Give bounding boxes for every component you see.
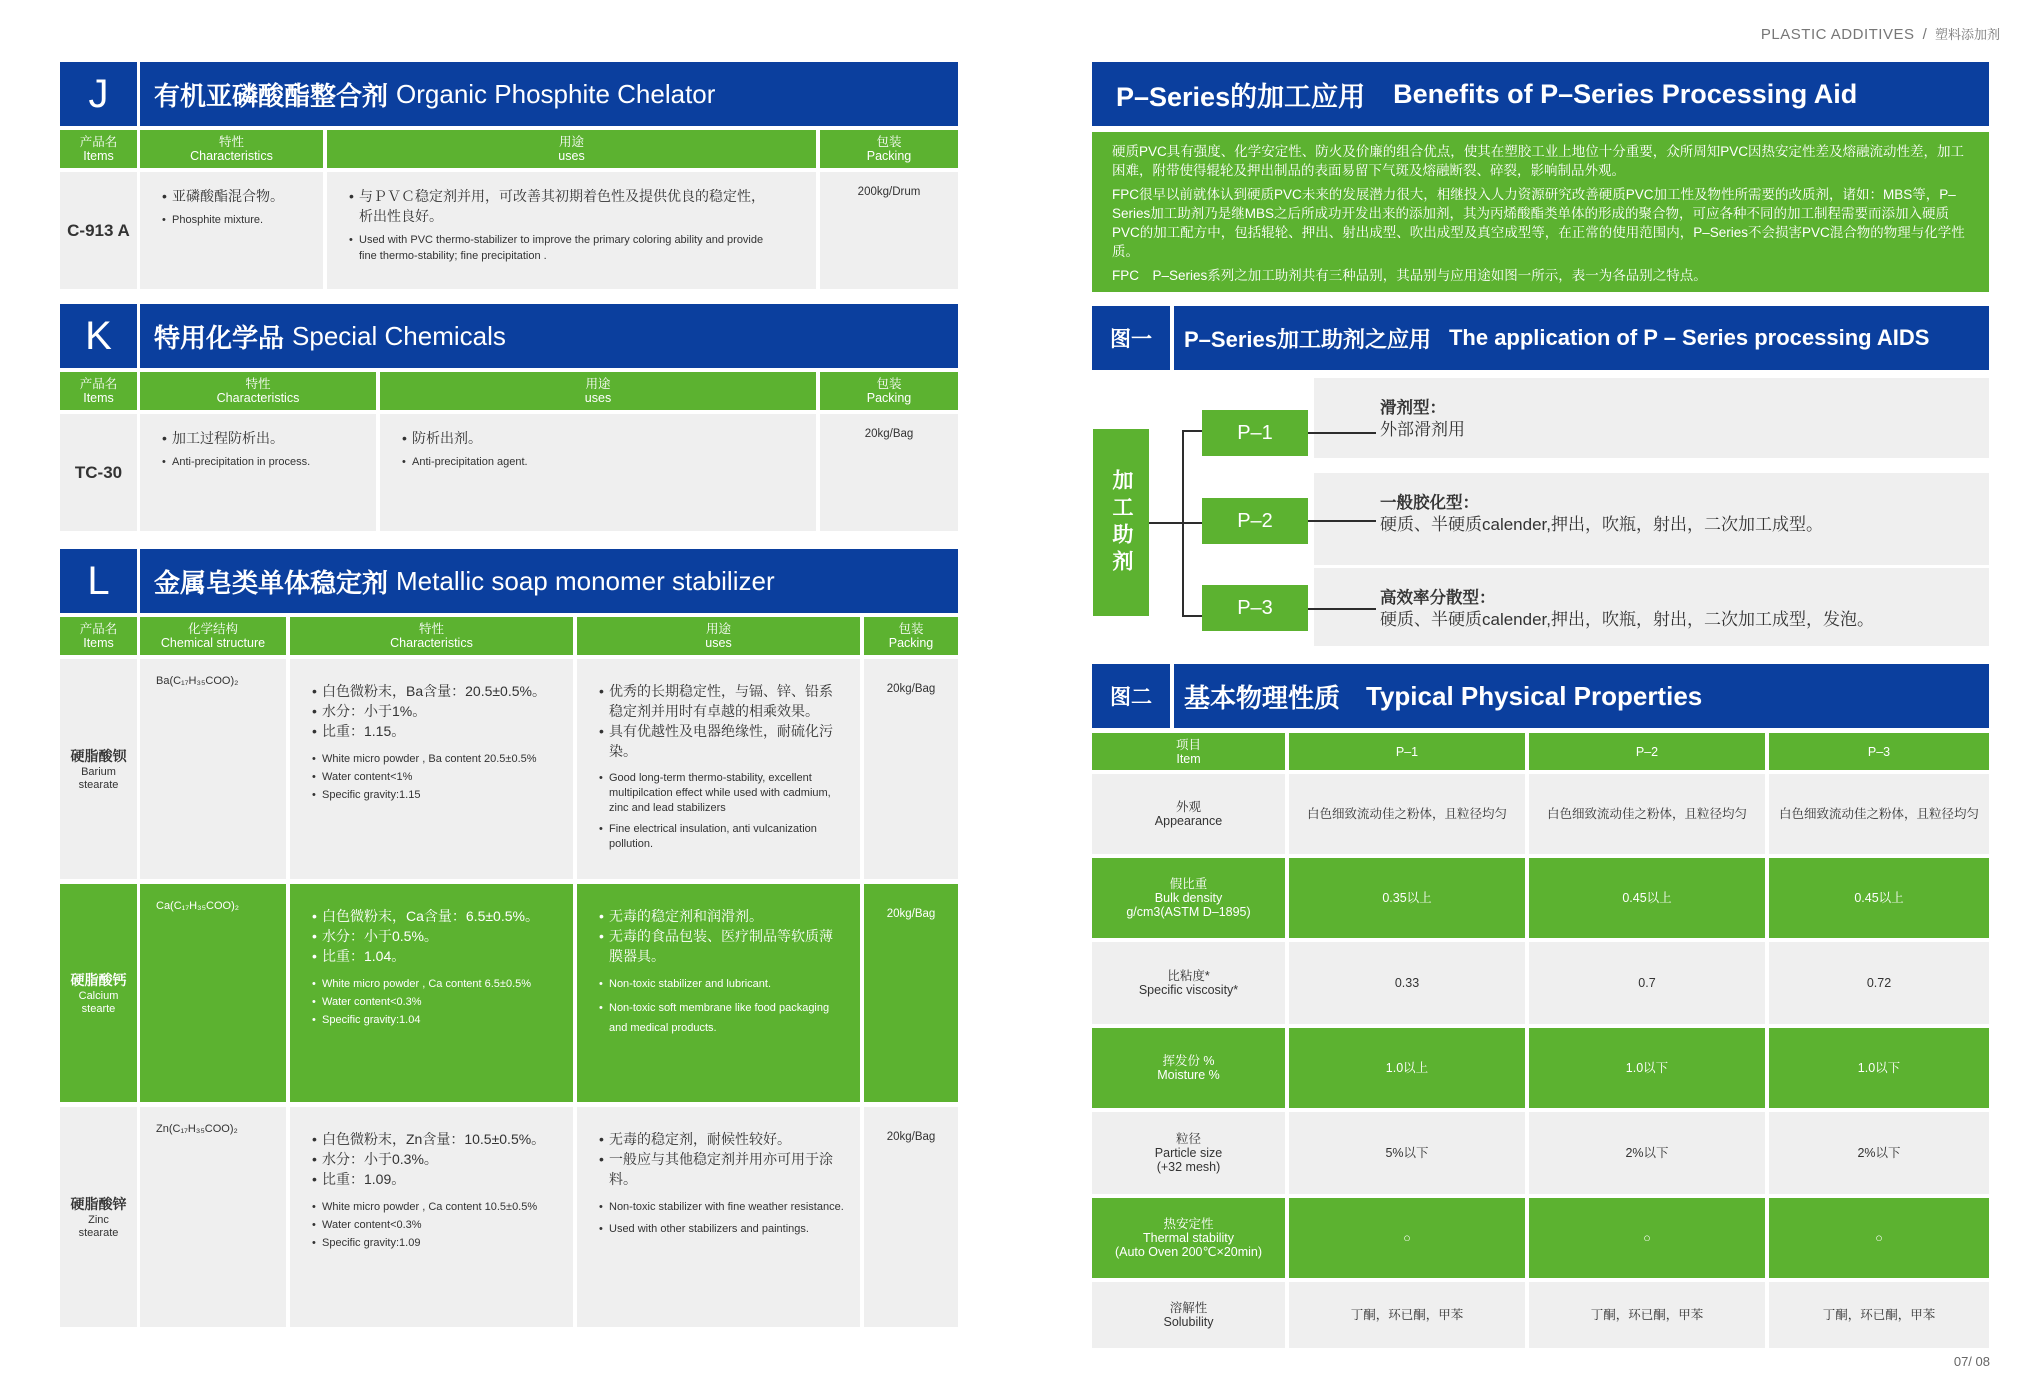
k-uses-cell: • 防析出剂。 • Anti-precipitation agent. — [380, 414, 816, 531]
section-j-title — [140, 62, 958, 126]
section-j-title-en: Organic Phosphite Chelator — [396, 78, 716, 109]
fig2-row-moisture-p1: 1.0以上 — [1289, 1028, 1525, 1108]
l-col-characteristics: 特性 Characteristics — [290, 617, 573, 655]
pseries-title-bar — [1092, 62, 1989, 126]
pseries-paragraph-1: 硬质PVC具有强度、化学安定性、防火及价廉的组合优点，使其在塑胶工业上地位十分重要，众所周知PVC因热安定性差及熔融流动性差，加工困难，附带使得辊轮及押出制品的表面易留下气斑及熔融断裂、碎裂，影响制品外观。 — [1112, 144, 1965, 178]
l-col-structure: 化学结构 Chemical structure — [140, 617, 286, 655]
section-l-title-en: Metallic soap monomer stabilizer — [396, 565, 775, 596]
l-row-barium-packing: 20kg/Bag — [864, 659, 958, 879]
fig2-row-particle-p2: 2%以下 — [1529, 1112, 1765, 1194]
l-row-calcium-characteristics: • 白色微粉末，Ca含量：6.5±0.5%。 • 水分：小于0.5%。 • 比重：1.04。 • White micro powder , Ca content 6.5±0.5% • Water content<0.3% • Specific gravity:1.04 — [290, 884, 573, 1102]
fig2-row-bulk-p2: 0.45以上 — [1529, 858, 1765, 938]
fig2-row-appearance-label: 外观 Appearance — [1092, 774, 1285, 854]
l-row-calcium-structure: Ca(C₁₇H₃₅COO)₂ — [140, 884, 286, 1102]
fig2-header-p2: P–2 — [1529, 733, 1765, 770]
j-packing-cell: 200kg/Drum — [820, 172, 958, 289]
pseries-paragraph-3: FPC P–Series系列之加工助剂共有三种品别，其品别与应用途如图一所示，表一为各品别之特点。 — [1112, 268, 1707, 283]
j-col-uses: 用途 uses — [327, 130, 816, 168]
header-slash: / — [1922, 26, 1927, 43]
fig1-root-box — [1093, 429, 1149, 616]
section-j-title-zh: 有机亚磷酸酯整合剂 — [154, 80, 389, 111]
fig2-row-thermal-p3: ○ — [1769, 1198, 1989, 1278]
l-row-zinc-structure: Zn(C₁₇H₃₅COO)₂ — [140, 1107, 286, 1327]
fig1-p1-box: P–1 — [1202, 410, 1308, 456]
pseries-paragraph-2: FPC很早以前就体认到硬质PVC未来的发展潜力很大，相继投入人力资源研究改善硬质PVC加工性及物性所需要的改质剂，诸如：MBS等，P–Series加工助剂乃是继MBS之后所成功开发出来的添加剂，其为丙烯酸酯类单体的形成的聚合物，可应各种不同的加工制程需要而添加入硬质PVC的加工配方中，包括辊轮、押出、射出成型、吹出成型及真空成型等，在正常的使用范围内，P–Series不会损害PVC混合物的物理与化学性质。 — [1112, 187, 1965, 259]
fig1-title-en: The application of P – Series processing AIDS — [1448, 325, 1930, 350]
j-item-name: C-913 A — [60, 172, 137, 289]
fig2-row-solubility-p2: 丁酮，环已酮，甲苯 — [1529, 1282, 1765, 1348]
fig1-p2-box: P–2 — [1202, 498, 1308, 544]
fig2-title-zh: 基本物理性质 — [1184, 682, 1341, 713]
k-col-packing: 包装 Packing — [820, 372, 958, 410]
section-k-letter: K — [60, 304, 137, 368]
l-row-calcium-packing: 20kg/Bag — [864, 884, 958, 1102]
fig2-header-p3: P–3 — [1769, 733, 1989, 770]
fig2-row-moisture-label: 挥发份 % Moisture % — [1092, 1028, 1285, 1108]
j-uses-cell: • 与ＰＶＣ稳定剂并用，可改善其初期着色性及提供优良的稳定性，析出性良好。 • Used with PVC thermo-stabilizer to improve the primary coloring ability and provide fine thermo-stability; fine precipitation . — [327, 172, 816, 289]
fig2-row-particle-p3: 2%以下 — [1769, 1112, 1989, 1194]
fig2-row-solubility-p1: 丁酮，环已酮，甲苯 — [1289, 1282, 1525, 1348]
fig2-tag: 图二 — [1092, 664, 1170, 728]
l-row-calcium-name: 硬脂酸钙 Calcium stearte — [60, 884, 137, 1102]
k-col-items: 产品名 Items — [60, 372, 137, 410]
fig1-branch-1-desc: 滑剂型： 外部滑剂用 — [1380, 399, 1465, 439]
k-col-characteristics: 特性 Characteristics — [140, 372, 376, 410]
l-row-calcium-uses: • 无毒的稳定剂和润滑剂。 • 无毒的食品包装、医疗制品等软质薄膜器具。 • Non-toxic stabilizer and lubricant. • Non-toxic soft membrane like food packaging and medical products. — [577, 884, 860, 1102]
pseries-title-zh: P–Series的加工应用 — [1116, 81, 1366, 112]
j-characteristics-cell: • 亚磷酸酯混合物。 • Phosphite mixture. — [140, 172, 323, 289]
section-k-title-zh: 特用化学品 — [154, 322, 285, 353]
l-row-barium-name: 硬脂酸钡 Barium stearate — [60, 659, 137, 879]
fig2-row-thermal-label: 热安定性 Thermal stability (Auto Oven 200℃×20min) — [1092, 1198, 1285, 1278]
fig2-header-item: 项目 Item — [1092, 733, 1285, 770]
k-characteristics-cell: • 加工过程防析出。 • Anti-precipitation in process. — [140, 414, 376, 531]
pseries-intro — [1092, 132, 1989, 292]
section-k-title — [140, 304, 958, 368]
l-col-packing: 包装 Packing — [864, 617, 958, 655]
fig2-title-en: Typical Physical Properties — [1366, 680, 1703, 711]
fig2-row-solubility-label: 溶解性 Solubility — [1092, 1282, 1285, 1348]
fig2-row-bulk-p1: 0.35以上 — [1289, 858, 1525, 938]
fig2-row-moisture-p2: 1.0以下 — [1529, 1028, 1765, 1108]
section-l-title — [140, 549, 958, 613]
fig2-title — [1174, 664, 1989, 728]
k-col-uses: 用途 uses — [380, 372, 816, 410]
header-subtitle: 塑料添加剂 — [1934, 27, 2000, 42]
section-l-title-zh: 金属皂类单体稳定剂 — [154, 567, 389, 598]
fig2-row-thermal-p2: ○ — [1529, 1198, 1765, 1278]
fig1-p3-box: P–3 — [1202, 585, 1308, 631]
fig1-root-label: 加工助剂 — [1110, 468, 1133, 577]
fig2-row-viscosity-p2: 0.7 — [1529, 942, 1765, 1024]
brand-label: PLASTIC ADDITIVES — [1760, 26, 1915, 43]
l-row-barium-characteristics: • 白色微粉末，Ba含量：20.5±0.5%。 • 水分：小于1%。 • 比重：1.15。 • White micro powder , Ba content 20.5±0.5% • Water content<1% • Specific gravity:1.15 — [290, 659, 573, 879]
fig2-header-p1: P–1 — [1289, 733, 1525, 770]
page-header — [1740, 24, 2000, 48]
fig1-connector-p1 — [1182, 430, 1202, 432]
l-row-zinc-name: 硬脂酸锌 Zinc stearate — [60, 1107, 137, 1327]
j-col-characteristics: 特性 Characteristics — [140, 130, 323, 168]
page-number: 07/ 08 — [1953, 1354, 1990, 1369]
fig1-connector — [1149, 522, 1183, 524]
fig1-tag: 图一 — [1092, 306, 1170, 370]
fig2-row-appearance-p3: 白色细致流动佳之粉体，且粒径均匀 — [1769, 774, 1989, 854]
l-row-barium-structure: Ba(C₁₇H₃₅COO)₂ — [140, 659, 286, 879]
fig2-row-thermal-p1: ○ — [1289, 1198, 1525, 1278]
l-row-zinc-packing: 20kg/Bag — [864, 1107, 958, 1327]
l-row-barium-uses: • 优秀的长期稳定性，与镉、锌、铅系稳定剂并用时有卓越的相乘效果。 • 具有优越性及电器绝缘性，耐硫化污染。 • Good long-term thermo-stability, excellent multipilcation effect while used with cadmium, zinc and lead stabilizers • Fine electrical insulation, anti vulcanization pollution. — [577, 659, 860, 879]
section-j-letter: J — [60, 62, 137, 126]
section-k-title-en: Special Chemicals — [292, 320, 506, 351]
fig2-row-moisture-p3: 1.0以下 — [1769, 1028, 1989, 1108]
fig2-row-solubility-p3: 丁酮，环已酮，甲苯 — [1769, 1282, 1989, 1348]
fig2-row-bulk-label: 假比重 Bulk density g/cm3(ASTM D–1895) — [1092, 858, 1285, 938]
j-col-packing: 包装 Packing — [820, 130, 958, 168]
fig2-row-viscosity-p3: 0.72 — [1769, 942, 1989, 1024]
fig1-title-zh: P–Series加工助剂之应用 — [1184, 326, 1431, 352]
fig2-row-appearance-p2: 白色细致流动佳之粉体，且粒径均匀 — [1529, 774, 1765, 854]
k-item-name: TC-30 — [60, 414, 137, 531]
fig1-connector-p2 — [1182, 522, 1202, 524]
fig2-row-bulk-p3: 0.45以上 — [1769, 858, 1989, 938]
l-col-uses: 用途 uses — [577, 617, 860, 655]
l-col-items: 产品名 Items — [60, 617, 137, 655]
fig2-row-appearance-p1: 白色细致流动佳之粉体，且粒径均匀 — [1289, 774, 1525, 854]
fig2-row-viscosity-p1: 0.33 — [1289, 942, 1525, 1024]
fig1-connector-p3 — [1182, 615, 1202, 617]
pseries-title-en: Benefits of P–Series Processing Aid — [1393, 78, 1858, 109]
j-col-items: 产品名 Items — [60, 130, 137, 168]
section-l-letter: L — [60, 549, 137, 613]
fig2-row-particle-p1: 5%以下 — [1289, 1112, 1525, 1194]
l-row-zinc-uses: • 无毒的稳定剂，耐候性较好。 • 一般应与其他稳定剂并用亦可用于涂料。 • Non-toxic stabilizer with fine weather resistance. • Used with other stabilizers and paintings. — [577, 1107, 860, 1327]
l-row-zinc-characteristics: • 白色微粉末，Zn含量：10.5±0.5%。 • 水分：小于0.3%。 • 比重：1.09。 • White micro powder , Ca content 10.5±0.5% • Water content<0.3% • Specific gravity:1.09 — [290, 1107, 573, 1327]
fig1-branch-3-desc: 高效率分散型： 硬质、半硬质calender,押出，吹瓶，射出，二次加工成型，发泡。 — [1380, 589, 1874, 629]
fig2-row-particle-label: 粒径 Particle size (+32 mesh) — [1092, 1112, 1285, 1194]
fig2-row-viscosity-label: 比粘度* Specific viscosity* — [1092, 942, 1285, 1024]
fig1-title — [1174, 306, 1989, 370]
fig1-branch-2-desc: 一般胶化型： 硬质、半硬质calender,押出，吹瓶，射出，二次加工成型。 — [1380, 494, 1823, 534]
k-packing-cell: 20kg/Bag — [820, 414, 958, 531]
